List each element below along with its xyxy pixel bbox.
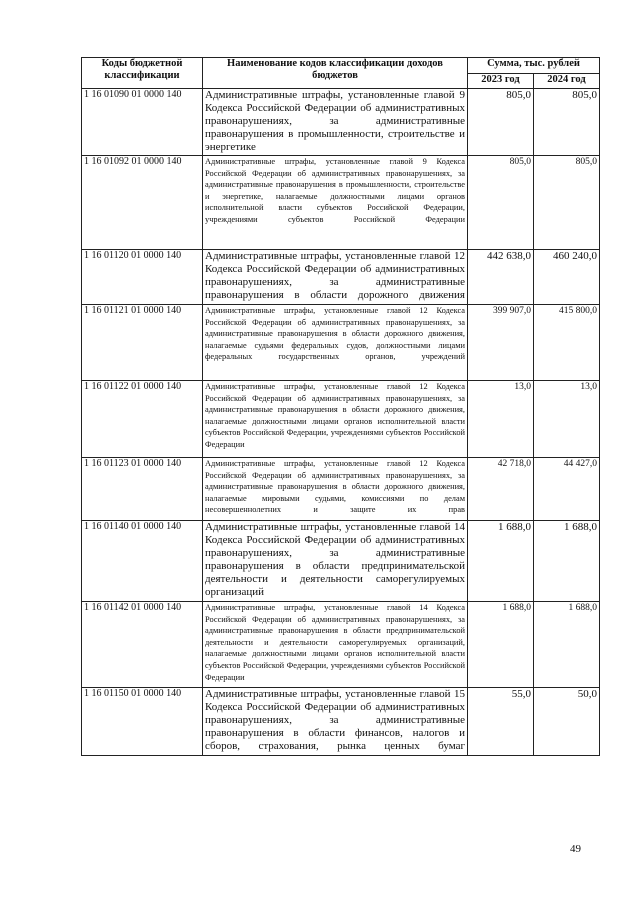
amount-2023: 1 688,0: [468, 521, 534, 602]
budget-code: 1 16 01090 01 0000 140: [82, 89, 203, 156]
table-row: [82, 250, 600, 305]
table-row: [82, 156, 600, 250]
amount-2024: 1 688,0: [534, 521, 600, 602]
code-description: Административные штрафы, установленные главой 12 Кодекса Российской Федерации об административных правонарушениях, за административные правонарушения в области дорожного движения, налагаемые судьями федеральных судов, должностными лицами федеральных государственных органов, учреждений: [203, 305, 468, 381]
amount-2023: 42 718,0: [468, 458, 534, 521]
amount-2023: 13,0: [468, 381, 534, 458]
budget-code: 1 16 01092 01 0000 140: [82, 156, 203, 250]
budget-code: 1 16 01142 01 0000 140: [82, 602, 203, 688]
amount-2023: 805,0: [468, 89, 534, 156]
budget-code: 1 16 01120 01 0000 140: [82, 250, 203, 305]
amount-2023: 442 638,0: [468, 250, 534, 305]
header-year-2023: 2023 год: [468, 74, 534, 89]
table-row: [82, 458, 600, 521]
amount-2024: 805,0: [534, 89, 600, 156]
header-sum: Сумма, тыс. рублей: [468, 58, 600, 74]
amount-2023: 399 907,0: [468, 305, 534, 381]
code-description: Административные штрафы, установленные главой 9 Кодекса Российской Федерации об административных правонарушениях, за административные правонарушения в промышленности, строительстве и энергетике: [203, 89, 468, 156]
table-row: [82, 381, 600, 458]
amount-2024: 50,0: [534, 688, 600, 756]
budget-revenue-table: [81, 57, 600, 756]
code-description: Административные штрафы, установленные главой 14 Кодекса Российской Федерации об административных правонарушениях, за административные правонарушения в области предпринимательской деятельности и деятельности саморегулируемых организаций, налагаемые должностными лицами органов исполнительной власти субъектов Российской Федерации, учреждениями субъектов Российской Федерации: [203, 602, 468, 688]
code-description: Административные штрафы, установленные главой 12 Кодекса Российской Федерации об административных правонарушениях, за административные правонарушения в области дорожного движения: [203, 250, 468, 305]
table-row: [82, 521, 600, 602]
table-row: [82, 305, 600, 381]
code-description: Административные штрафы, установленные главой 12 Кодекса Российской Федерации об административных правонарушениях, за административные правонарушения в области дорожного движения, налагаемые мировыми судьями, комиссиями по делам несовершеннолетних и защите их прав: [203, 458, 468, 521]
code-description: Административные штрафы, установленные главой 14 Кодекса Российской Федерации об административных правонарушениях, за административные правонарушения в области предпринимательской деятельности и деятельности саморегулируемых организаций: [203, 521, 468, 602]
amount-2024: 13,0: [534, 381, 600, 458]
amount-2024: 1 688,0: [534, 602, 600, 688]
header-codes: Коды бюджетной классификации: [82, 58, 203, 89]
code-description: Административные штрафы, установленные главой 12 Кодекса Российской Федерации об административных правонарушениях, за административные правонарушения в области дорожного движения, налагаемые должностными лицами органов исполнительной власти субъектов Российской Федерации, учреждениями субъектов Российской Федерации: [203, 381, 468, 458]
amount-2023: 1 688,0: [468, 602, 534, 688]
amount-2024: 805,0: [534, 156, 600, 250]
amount-2023: 805,0: [468, 156, 534, 250]
page-number: 49: [570, 843, 581, 855]
budget-code: 1 16 01123 01 0000 140: [82, 458, 203, 521]
amount-2024: 44 427,0: [534, 458, 600, 521]
table-row: [82, 89, 600, 156]
code-description: Административные штрафы, установленные главой 15 Кодекса Российской Федерации об административных правонарушениях, за административные правонарушения в области финансов, налогов и сборов, страхования, рынка ценных бумаг: [203, 688, 468, 756]
amount-2024: 460 240,0: [534, 250, 600, 305]
amount-2024: 415 800,0: [534, 305, 600, 381]
budget-code: 1 16 01150 01 0000 140: [82, 688, 203, 756]
budget-code: 1 16 01121 01 0000 140: [82, 305, 203, 381]
table-row: [82, 688, 600, 756]
amount-2023: 55,0: [468, 688, 534, 756]
budget-code: 1 16 01122 01 0000 140: [82, 381, 203, 458]
budget-code: 1 16 01140 01 0000 140: [82, 521, 203, 602]
header-year-2024: 2024 год: [534, 74, 600, 89]
code-description: Административные штрафы, установленные главой 9 Кодекса Российской Федерации об административных правонарушениях, за административные правонарушения в промышленности, строительстве и энергетике, налагаемые должностными лицами органов исполнительной власти субъектов Российской Федерации, учреждениями субъектов Российской Федерации: [203, 156, 468, 250]
table-row: [82, 602, 600, 688]
header-names: Наименование кодов классификации доходов бюджетов: [203, 58, 468, 89]
